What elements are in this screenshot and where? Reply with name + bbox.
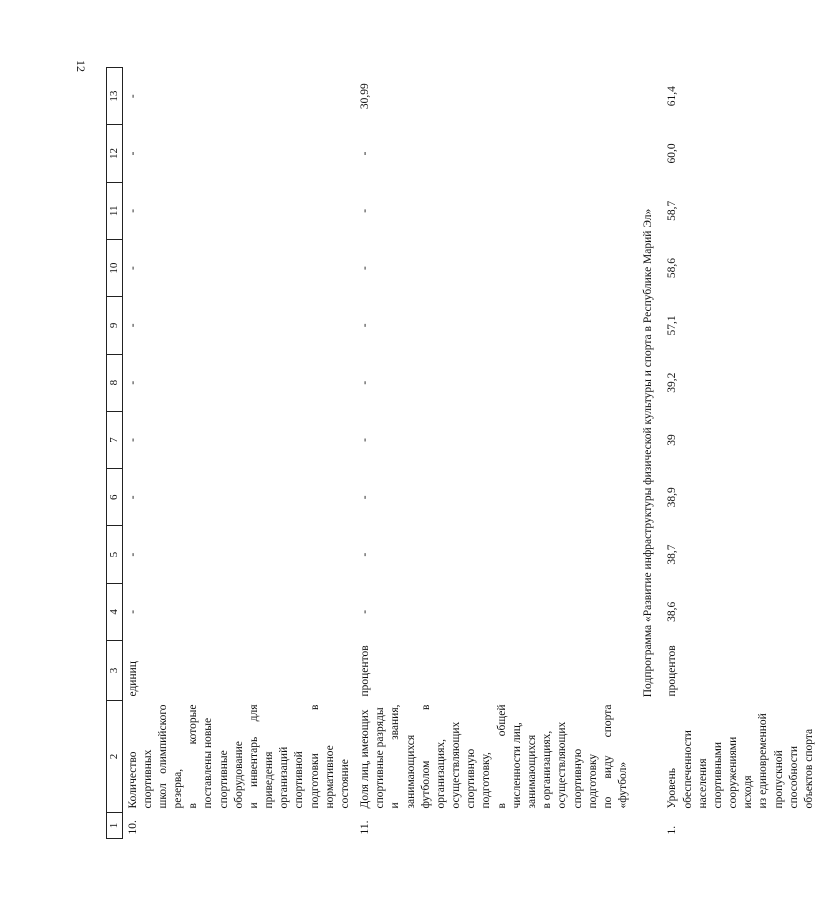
unit-cell: единиц <box>126 661 139 697</box>
column-header: 6 <box>107 469 123 526</box>
value-cell: - <box>126 609 139 614</box>
value-cell: - <box>359 151 372 156</box>
indicator-name <box>355 701 633 813</box>
indicator-name-line: по виду спорта «футбол» <box>601 704 630 809</box>
row-number: 11. <box>359 820 372 835</box>
indicator-name-line: и звания, занимающихся <box>389 704 417 809</box>
value-cell: - <box>359 609 372 614</box>
value-cell: - <box>359 208 372 213</box>
column-header: 4 <box>107 583 123 640</box>
value-cell: 39 <box>666 434 679 446</box>
indicator-name-line: и инвентарь для приведения <box>247 704 276 809</box>
value-cell: - <box>126 208 139 213</box>
indicator-name-line: сооружениями исходя <box>727 736 755 809</box>
column-header: 8 <box>107 354 123 411</box>
indicator-name-line: Уровень обеспеченности <box>666 730 694 809</box>
row-number: 1. <box>666 825 679 835</box>
column-header: 3 <box>107 641 123 701</box>
indicator-name-line: пропускной способности <box>772 746 800 809</box>
table-row <box>122 68 355 839</box>
column-header: 10 <box>107 239 123 296</box>
value-cell: 58,6 <box>666 258 679 279</box>
indicator-name-line: спортивные разряды <box>374 707 387 809</box>
value-cell: - <box>126 552 139 557</box>
indicator-name-line: Количество спортивных <box>126 749 154 809</box>
indicator-name-line: подготовки в нормативное <box>308 704 336 809</box>
value-cell: 30,99 <box>359 83 372 110</box>
page-number: 12 <box>74 60 88 72</box>
value-cell: - <box>359 438 372 442</box>
indicator-name-line: в которые поставлены новые <box>187 704 215 809</box>
column-header: 2 <box>107 701 123 813</box>
value-cell: - <box>126 495 139 500</box>
indicator-name-line: футболом в организациях, <box>419 704 447 809</box>
column-header: 5 <box>107 526 123 583</box>
row-number: 10. <box>126 820 139 835</box>
value-cell: 58,7 <box>666 200 679 221</box>
document-table-rotated <box>106 67 815 839</box>
column-header-row <box>107 68 123 839</box>
value-cell: 39,2 <box>666 372 679 393</box>
indicator-name-line: осуществляющих <box>450 721 463 809</box>
value-cell: 61,4 <box>666 86 679 107</box>
indicator-name-line: школ олимпийского резерва, <box>156 704 185 809</box>
indicator-name <box>662 701 819 813</box>
unit-cell: процентов <box>359 645 372 697</box>
value-cell: 38,7 <box>666 544 679 565</box>
column-header: 11 <box>107 182 123 239</box>
value-cell: 60,0 <box>666 143 679 164</box>
value-cell: 38,6 <box>666 601 679 622</box>
subprogram-title: Подпрограмма «Развитие инфраструктуры физической культуры и спорта в Республике Марий Эл» <box>642 208 655 698</box>
indicator-name-line: населения спортивными <box>696 741 724 809</box>
table-row <box>662 68 819 839</box>
value-cell: 38,9 <box>666 487 679 508</box>
value-cell: - <box>126 323 139 328</box>
value-cell: - <box>359 323 372 328</box>
value-cell: - <box>126 438 139 442</box>
column-header: 7 <box>107 411 123 468</box>
indicator-name-line: занимающихся <box>525 734 538 809</box>
table-row <box>355 68 633 839</box>
value-cell: 57,1 <box>666 315 679 336</box>
indicator-name-line: осуществляющих <box>556 721 569 809</box>
indicator-name-line: из единовременной <box>757 713 770 809</box>
indicator-name-line: спортивную подготовку <box>571 748 599 809</box>
value-cell: - <box>126 94 139 99</box>
column-header: 9 <box>107 297 123 354</box>
value-cell: - <box>126 380 139 385</box>
column-header: 12 <box>107 125 123 182</box>
indicator-name-line: организаций спортивной <box>278 746 306 809</box>
value-cell: - <box>359 495 372 500</box>
indicator-name-line: Доля лиц, имеющих <box>359 709 372 809</box>
indicator-name <box>122 701 355 813</box>
value-cell: - <box>359 552 372 557</box>
column-header: 13 <box>107 68 123 125</box>
indicator-name-line: спортивную подготовку, <box>465 748 493 809</box>
indicator-name-line: в организациях, <box>541 730 554 809</box>
column-header: 1 <box>107 813 123 839</box>
indicator-name-line: объектов спорта <box>802 728 815 809</box>
subprogram-row <box>633 68 662 839</box>
value-cell: - <box>359 380 372 385</box>
value-cell: - <box>126 151 139 156</box>
indicator-name-line: в общей численности лиц, <box>495 704 523 809</box>
unit-cell: процентов <box>666 645 679 697</box>
value-cell: - <box>359 266 372 270</box>
indicator-name-line: состояние <box>338 759 351 809</box>
indicator-name-line: спортивные оборудование <box>217 741 245 809</box>
value-cell: - <box>126 266 139 270</box>
indicators-table <box>106 67 819 839</box>
